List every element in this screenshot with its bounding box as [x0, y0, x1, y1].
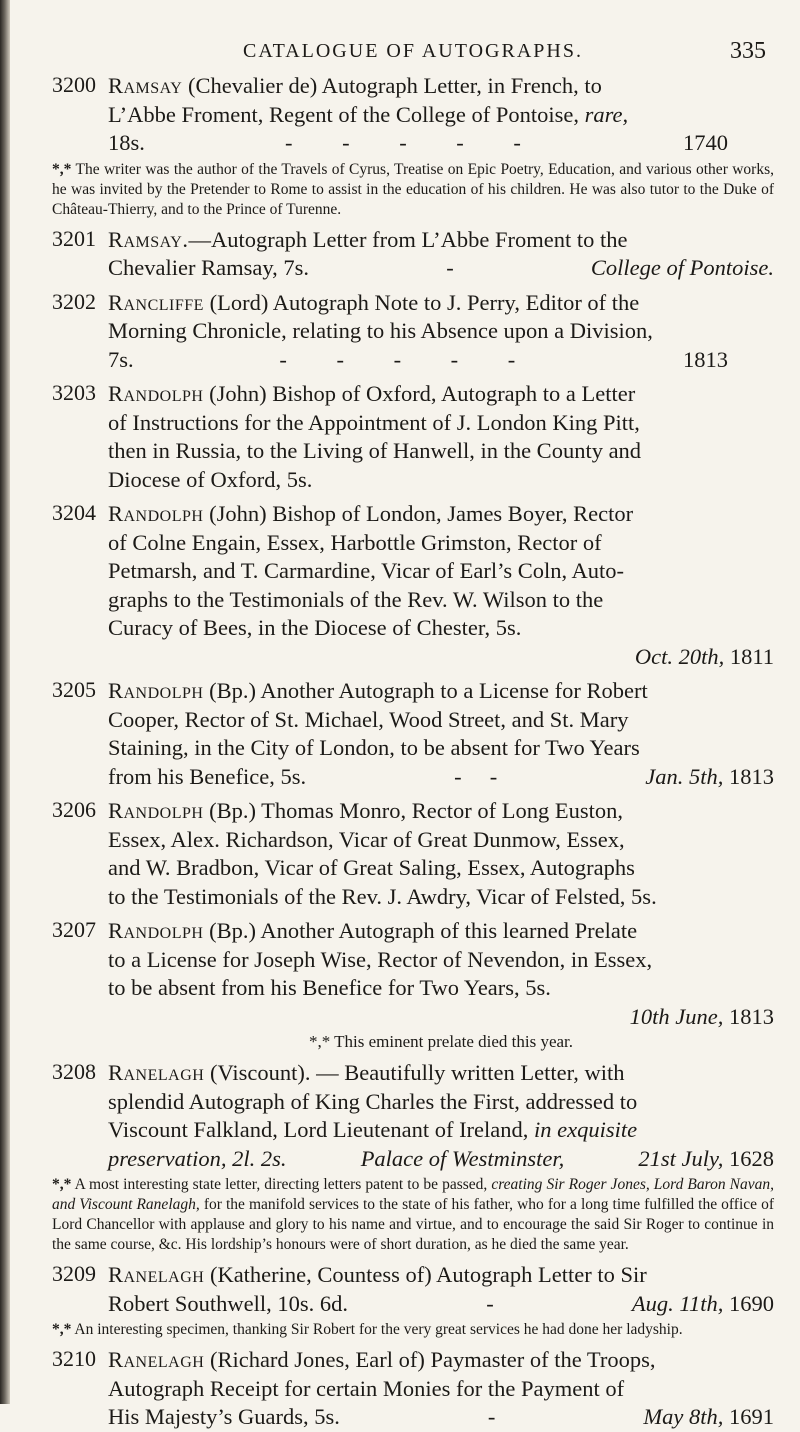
entry-text: (Bp.) Another Autograph to a License for Robert	[209, 678, 648, 703]
entry-leader: - -	[454, 763, 498, 789]
entry-leader: -	[486, 1290, 494, 1316]
entry-text: (John) Bishop of London, James Boyer, Rector	[209, 501, 634, 526]
entry-number: 3200	[52, 72, 96, 97]
note-text: creating Sir Roger Jones, Lord Baron Navan, and Viscount Ranelagh,	[52, 1176, 774, 1213]
entry-year: 1813	[729, 1003, 774, 1029]
entry-body	[52, 500, 774, 671]
entry-text: —Autograph Letter from L’Abbe Froment to the	[188, 226, 628, 252]
entry-text: preservation,	[108, 1145, 227, 1171]
entry-year: 1628	[728, 1145, 774, 1171]
entry-text: (Lord) Autograph Note to J. Perry, Editor of the	[209, 289, 640, 315]
catalogue-page	[52, 18, 774, 1432]
entry-name: Rancliffe	[108, 289, 204, 315]
entry-text: from his Benefice, 5s.	[108, 763, 307, 789]
running-head	[52, 18, 774, 64]
entry-text: splendid Autograph of King Charles the First, addressed to	[108, 1088, 638, 1114]
entry-name: Randolph	[108, 918, 204, 943]
entry-year: 1691	[728, 1404, 774, 1429]
note-text: for the manifold services to the state of his father, who for a long time fulfilled the office of Lord Chancellor with applause and glory to his name and virtue, and to encourage the said Sir Roger to continue in the same course, &c. His lordship’s honours were of short duration, as he died the same year.	[52, 1196, 774, 1253]
entry-text: (Richard Jones, Earl of) Paymaster of the Troops,	[209, 1347, 656, 1372]
entry-date: 10th June,	[629, 1003, 724, 1029]
note-mark: *,*	[52, 1321, 72, 1338]
entry-text: to be absent from his Benefice for Two Years, 5s.	[108, 975, 551, 1000]
entry-body	[52, 1261, 774, 1318]
catalogue-entry	[52, 797, 774, 911]
entry-number: 3210	[52, 1346, 96, 1371]
entry-text: Cooper, Rector of St. Michael, Wood Street, and St. Mary	[108, 706, 629, 732]
entry-text: Viscount Falkland, Lord Lieutenant of Ireland,	[108, 1117, 529, 1142]
entry-text: (Viscount). — Beautifully written Letter, with	[209, 1060, 625, 1085]
entry-year: 1813	[728, 763, 774, 789]
entry-note	[52, 1320, 774, 1340]
entry-year: 1690	[728, 1290, 774, 1316]
entry-text: to the Testimonials of the Rev. J. Awdry, Vicar of Felsted, 5s.	[108, 883, 657, 909]
entry-text: Curacy of Bees, in the Diocese of Chester, 5s.	[108, 615, 522, 640]
note-text: A most interesting state letter, directing letters patent to be passed,	[74, 1176, 488, 1193]
entry-text: (John) Bishop of Oxford, Autograph to a Letter	[209, 381, 636, 406]
entry-text: (Chevalier de) Autograph Letter, in French, to	[187, 73, 602, 98]
entry-text: graphs to the Testimonials of the Rev. W. Wilson to the	[108, 586, 604, 612]
entry-name: Ramsay	[108, 73, 183, 98]
entry-number: 3207	[52, 917, 96, 942]
entry-name: Randolph	[108, 381, 204, 406]
entry-date: May 8th,	[643, 1404, 724, 1429]
entry-text: Petmarsh, and T. Carmardine, Vicar of Earl’s Coln, Auto-	[108, 558, 625, 583]
entry-number: 3208	[52, 1059, 96, 1084]
entry-text: His Majesty’s Guards, 5s.	[108, 1404, 340, 1429]
entry-body	[52, 677, 774, 791]
catalogue-entry	[52, 917, 774, 1053]
entry-rarity: rare,	[584, 101, 629, 127]
running-title: CATALOGUE OF AUTOGRAPHS.	[243, 40, 583, 62]
entry-body	[52, 797, 774, 911]
entry-note	[108, 1031, 774, 1053]
entry-year: 1813	[682, 346, 728, 372]
catalogue-entry	[52, 677, 774, 791]
entry-text: (Bp.) Thomas Monro, Rector of Long Euston,	[209, 798, 623, 823]
entry-text: to a License for Joseph Wise, Rector of Nevendon, in Essex,	[108, 946, 653, 972]
entry-text: in exquisite	[534, 1117, 638, 1142]
entry-text: of Instructions for the Appointment of J. London King Pitt,	[108, 409, 640, 435]
entry-name: Randolph	[108, 501, 204, 526]
entry-number: 3205	[52, 677, 96, 702]
entry-leader: - - - - -	[279, 346, 538, 372]
entry-body	[52, 289, 774, 375]
entry-price: 7s.	[108, 346, 134, 372]
entry-text: Essex, Alex. Richardson, Vicar of Great Dunmow, Essex,	[108, 826, 625, 852]
catalogue-entry	[52, 1059, 774, 1255]
note-mark: *,*	[52, 1176, 72, 1193]
book-spine-edge	[0, 0, 10, 1404]
entry-name: Ranelagh	[108, 1347, 205, 1372]
note-text: The writer was the author of the Travels of Cyrus, Treatise on Epic Poetry, Education, and various other works, he was invited by the Pretender to Rome to assist in the education of his children. He was also tutor to the Duke of Château-Thierry, and to the Prince of Turenne.	[52, 160, 774, 218]
entry-number: 3201	[52, 225, 96, 251]
entry-price: 2l. 2s.	[232, 1145, 287, 1171]
note-mark: *,*	[52, 160, 72, 178]
entry-number: 3204	[52, 500, 96, 525]
entry-source: College of Pontoise.	[590, 255, 774, 280]
catalogue-entry	[52, 1261, 774, 1340]
entry-name: Ranelagh	[108, 1060, 205, 1085]
entry-text: (Bp.) Another Autograph of this learned Prelate	[209, 918, 638, 943]
entry-leader: -	[487, 1404, 496, 1429]
entry-body	[52, 917, 774, 1053]
entry-year: 1811	[729, 643, 774, 669]
entry-number: 3206	[52, 797, 96, 822]
entry-text: L’Abbe Froment, Regent of the College of Pontoise,	[108, 101, 579, 127]
catalogue-entry	[52, 226, 774, 283]
entry-name: Ramsay.	[108, 226, 189, 252]
entry-date: Jan. 5th,	[645, 763, 724, 789]
entry-text: then in Russia, to the Living of Hanwell, in the County and	[108, 438, 642, 463]
note-mark: *,*	[308, 1032, 331, 1051]
catalogue-entry	[52, 1346, 774, 1432]
entry-body	[52, 1346, 774, 1432]
entry-text: of Colne Engain, Essex, Harbottle Grimston, Rector of	[108, 529, 602, 555]
entry-date: 21st July,	[638, 1145, 724, 1171]
catalogue-entry	[52, 72, 774, 220]
entry-text: Robert Southwell, 10s. 6d.	[108, 1290, 348, 1316]
page-number: 335	[730, 38, 766, 64]
entry-price: 18s.	[108, 130, 145, 155]
entry-note	[52, 1175, 774, 1255]
catalogue-entry	[52, 380, 774, 494]
note-text: An interesting specimen, thanking Sir Robert for the very great services he had done her ladyship.	[74, 1321, 683, 1338]
entry-date: Aug. 11th,	[631, 1290, 724, 1316]
entry-text: Diocese of Oxford, 5s.	[108, 466, 313, 492]
entry-body	[52, 1059, 774, 1173]
entry-body	[52, 72, 774, 158]
entry-text: and W. Bradbon, Vicar of Great Saling, Essex, Autographs	[108, 855, 635, 880]
entry-text: Staining, in the City of London, to be absent for Two Years	[108, 735, 640, 760]
entry-body	[52, 226, 774, 283]
entry-leader: -	[446, 255, 454, 280]
entry-text: (Katherine, Countess of) Autograph Letter to Sir	[209, 1262, 647, 1287]
entry-note	[52, 160, 774, 220]
entry-number: 3209	[52, 1261, 96, 1286]
catalogue-entry	[52, 500, 774, 671]
entry-leader: - - - - -	[284, 130, 543, 155]
entry-name: Randolph	[108, 798, 204, 823]
entry-place: Palace of Westminster,	[360, 1145, 565, 1171]
entry-number: 3202	[52, 288, 96, 314]
note-text: This eminent prelate died this year.	[334, 1032, 574, 1051]
entry-text: Morning Chronicle, relating to his Absence upon a Division,	[108, 318, 653, 343]
entry-text: Autograph Receipt for certain Monies for the Payment of	[108, 1375, 625, 1401]
entry-body	[52, 380, 774, 494]
entry-year: 1740	[682, 130, 728, 155]
entry-number: 3203	[52, 380, 96, 405]
entry-date: Oct. 20th,	[634, 643, 725, 669]
entry-text: Chevalier Ramsay, 7s.	[108, 255, 309, 280]
entry-name: Ranelagh	[108, 1262, 205, 1287]
entry-name: Randolph	[108, 678, 204, 703]
catalogue-entry	[52, 289, 774, 375]
